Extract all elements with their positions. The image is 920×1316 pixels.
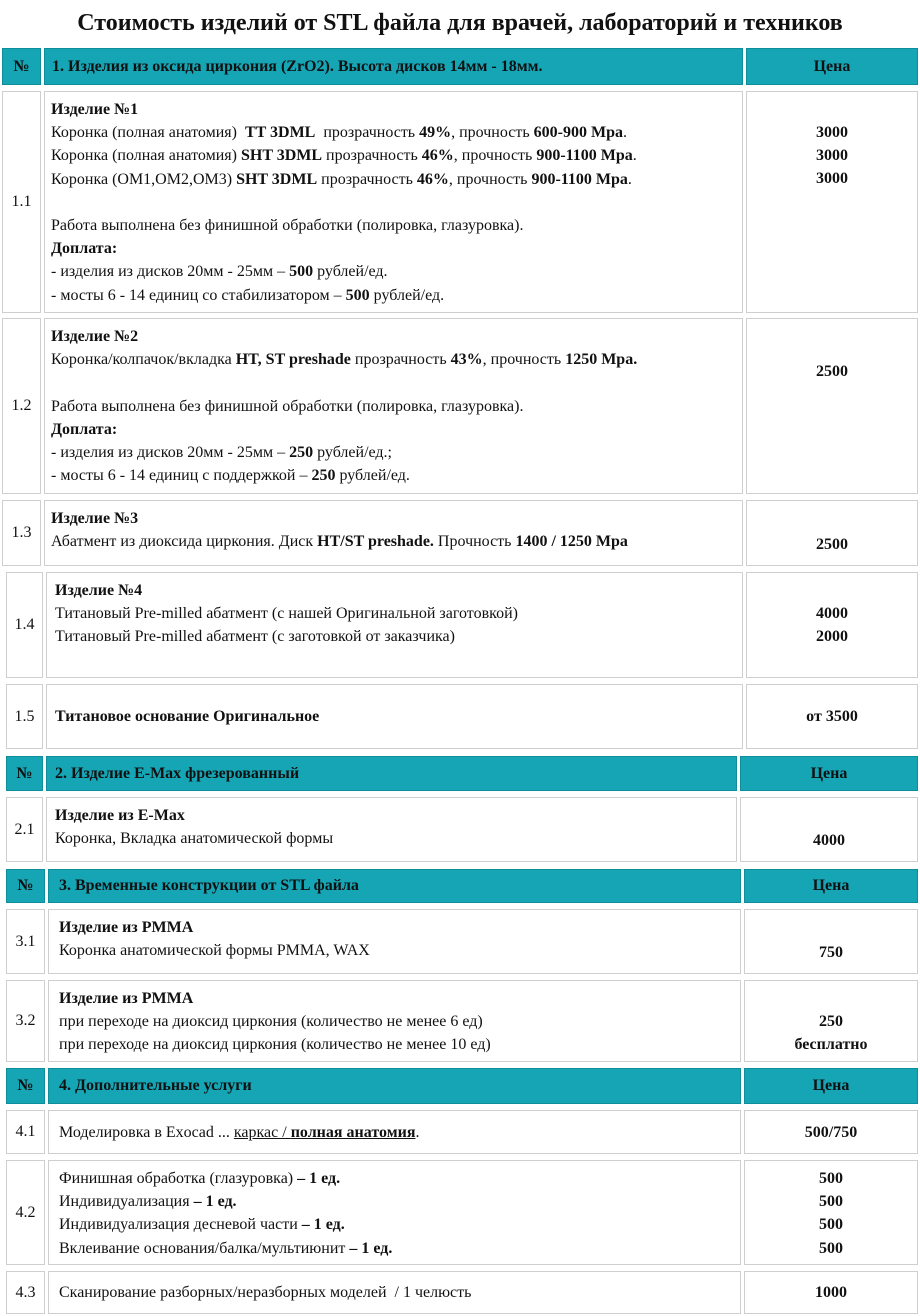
row-4-1-description: [48, 1110, 741, 1154]
price-header-label: Цена: [810, 764, 848, 782]
price-value: 4000: [816, 605, 848, 622]
row-3-2-description: [48, 980, 741, 1062]
row-3-2-price: [744, 980, 918, 1062]
row-number-label: 4.1: [15, 1123, 36, 1140]
row-4-2-number: [6, 1160, 45, 1265]
price-value: 250: [819, 1013, 843, 1030]
row-4-3-price: [744, 1271, 918, 1314]
item-line: Вклеивание основания/балка/мультиюнит – 1 ед.: [59, 1239, 393, 1257]
section-2-title: [46, 756, 737, 791]
row-2-1-description: [46, 797, 737, 862]
row-number-label: 1.2: [11, 397, 32, 414]
price-value: 2500: [816, 536, 848, 553]
section-4-number-header: [6, 1068, 45, 1104]
price-value: 3000: [816, 147, 848, 165]
item-line: Титановый Pre-milled абатмент (с заготовкой от заказчика): [55, 628, 455, 646]
row-1-2-description: [44, 318, 743, 494]
section-title-label: 1. Изделия из оксида циркония (ZrO2). Высота дисков 14мм - 18мм.: [52, 57, 543, 75]
extra-line: - мосты 6 - 14 единиц с поддержкой – 250 рублей/ед.: [51, 467, 410, 485]
section-3-number-header: [6, 869, 45, 903]
row-3-1-price: [744, 909, 918, 974]
blank-line: [51, 191, 742, 214]
price-value: от 3500: [806, 708, 858, 725]
price-value: 2500: [816, 363, 848, 380]
item-heading: Изделие из E-Max: [55, 807, 185, 824]
item-line: Сканирование разборных/неразборных моделей / 1 челюсть: [59, 1284, 472, 1301]
section-1-title: [44, 48, 743, 85]
item-heading: Изделие из PMMA: [59, 990, 194, 1007]
row-1-3-price: [746, 500, 918, 566]
item-line: Коронка (полная анатомия) TT 3DML прозрачность 49%, прочность 600-900 Mpa.: [51, 124, 627, 142]
row-1-5-price: [746, 684, 918, 749]
price-value: 750: [819, 944, 843, 961]
row-1-3-description: [44, 500, 743, 566]
row-number-label: 1.3: [11, 524, 32, 541]
price-header-label: Цена: [813, 57, 851, 75]
item-heading: Изделие №4: [55, 582, 143, 599]
row-3-1-description: [48, 909, 741, 974]
item-line: Коронка (полная анатомия) SHT 3DML прозрачность 46%, прочность 900-1100 Mpa.: [51, 147, 637, 165]
row-number-label: 1.4: [14, 616, 35, 633]
row-1-3-number: [2, 500, 41, 566]
row-3-2-number: [6, 980, 45, 1062]
item-heading: Изделие №2: [51, 328, 139, 345]
row-1-5-description: [46, 684, 743, 749]
section-1-number-header: [2, 48, 41, 85]
row-1-1-price: [746, 91, 918, 313]
item-line: Финишная обработка (глазуровка) – 1 ед.: [59, 1170, 341, 1187]
row-number-label: 2.1: [14, 820, 35, 838]
section-1-price-header: [746, 48, 918, 85]
price-header-label: Цена: [812, 1077, 850, 1094]
row-1-1-description: [44, 91, 743, 313]
section-title-label: 4. Дополнительные услуги: [59, 1077, 252, 1094]
price-value: 500: [819, 1193, 843, 1211]
item-line: при переходе на диоксид циркония (количество не менее 10 ед): [59, 1036, 491, 1054]
row-2-1-price: [740, 797, 918, 862]
row-1-5-number: [6, 684, 43, 749]
item-note: Работа выполнена без финишной обработки (полировка, глазуровка).: [51, 397, 524, 415]
row-4-2-price: [744, 1160, 918, 1265]
price-value: 4000: [813, 832, 845, 849]
item-heading: Титановое основание Оригинальное: [55, 708, 320, 725]
row-number-label: 3.2: [15, 1012, 36, 1029]
section-3-price-header: [744, 869, 918, 903]
row-number-label: 3.1: [15, 932, 36, 950]
section-title-label: 3. Временные конструкции от STL файла: [59, 877, 359, 894]
item-heading: Изделие №3: [51, 510, 139, 527]
extra-line: - мосты 6 - 14 единиц со стабилизатором – 500 рублей/ед.: [51, 286, 445, 304]
section-title-label: 2. Изделие E-Max фрезерованный: [55, 764, 300, 782]
item-heading: Изделие №1: [51, 101, 139, 118]
item-line: Абатмент из диоксида циркония. Диск HT/ST preshade. Прочность 1400 / 1250 Mpa: [51, 533, 628, 551]
section-4-price-header: [744, 1068, 918, 1104]
item-line: Коронка (OM1,OM2,OM3) SHT 3DML прозрачность 46%, прочность 900-1100 Mpa.: [51, 170, 632, 188]
row-1-2-price: [746, 318, 918, 494]
row-2-1-number: [6, 797, 43, 862]
item-line: Коронка/колпачок/вкладка HT, ST preshade прозрачность 43%, прочность 1250 Mpa.: [51, 351, 638, 369]
number-header-label: №: [16, 764, 33, 782]
item-heading: Изделие из PMMA: [59, 919, 194, 936]
row-4-3-description: [48, 1271, 741, 1314]
price-value: 500: [819, 1239, 843, 1257]
row-1-2-number: [2, 318, 41, 494]
row-1-4-number: [6, 572, 43, 678]
item-line: Коронка анатомической формы PMMA, WAX: [59, 942, 370, 960]
number-header-label: №: [17, 877, 34, 894]
row-4-2-description: [48, 1160, 741, 1265]
section-2-number-header: [6, 756, 43, 791]
price-value: 500/750: [804, 1124, 858, 1141]
extra-line: - изделия из дисков 20мм - 25мм – 250 рублей/ед.;: [51, 443, 392, 461]
row-4-1-price: [744, 1110, 918, 1154]
price-value: 3000: [816, 170, 848, 188]
extra-heading: Доплата:: [51, 240, 118, 258]
item-line: Титановый Pre-milled абатмент (с нашей Оригинальной заготовкой): [55, 605, 518, 623]
number-header-label: №: [17, 1077, 34, 1094]
item-line: Индивидуализация десневой части – 1 ед.: [59, 1216, 345, 1234]
item-line: при переходе на диоксид циркония (количество не менее 6 ед): [59, 1013, 483, 1031]
extra-heading: Доплата:: [51, 420, 118, 438]
row-1-1-number: [2, 91, 41, 313]
price-header-label: Цена: [812, 877, 850, 894]
extra-line: - изделия из дисков 20мм - 25мм – 500 рублей/ед.: [51, 263, 388, 281]
section-2-price-header: [740, 756, 918, 791]
price-value: 500: [819, 1170, 843, 1187]
blank-line: [51, 371, 742, 394]
row-number-label: 1.1: [11, 193, 32, 210]
item-note: Работа выполнена без финишной обработки (полировка, глазуровка).: [51, 216, 524, 234]
row-3-1-number: [6, 909, 45, 974]
row-number-label: 4.2: [15, 1203, 36, 1221]
price-value: 1000: [815, 1284, 847, 1301]
number-header-label: №: [13, 57, 30, 75]
row-1-4-price: [746, 572, 918, 678]
item-line: Коронка, Вкладка анатомической формы: [55, 830, 334, 848]
price-value: 2000: [816, 628, 848, 646]
price-value: 500: [819, 1216, 843, 1234]
price-value: 3000: [816, 124, 848, 141]
section-3-title: [48, 869, 741, 903]
page-title: Стоимость изделий от STL файла для врачей, лабораторий и техников: [77, 10, 843, 36]
item-line: Моделировка в Exocad ... каркас / полная анатомия.: [59, 1124, 420, 1141]
row-number-label: 4.3: [15, 1283, 36, 1301]
price-value: бесплатно: [794, 1036, 868, 1054]
row-4-1-number: [6, 1110, 45, 1154]
row-number-label: 1.5: [14, 707, 35, 725]
item-line: Индивидуализация – 1 ед.: [59, 1193, 237, 1211]
row-1-4-description: [46, 572, 743, 678]
row-4-3-number: [6, 1271, 45, 1314]
section-4-title: [48, 1068, 741, 1104]
